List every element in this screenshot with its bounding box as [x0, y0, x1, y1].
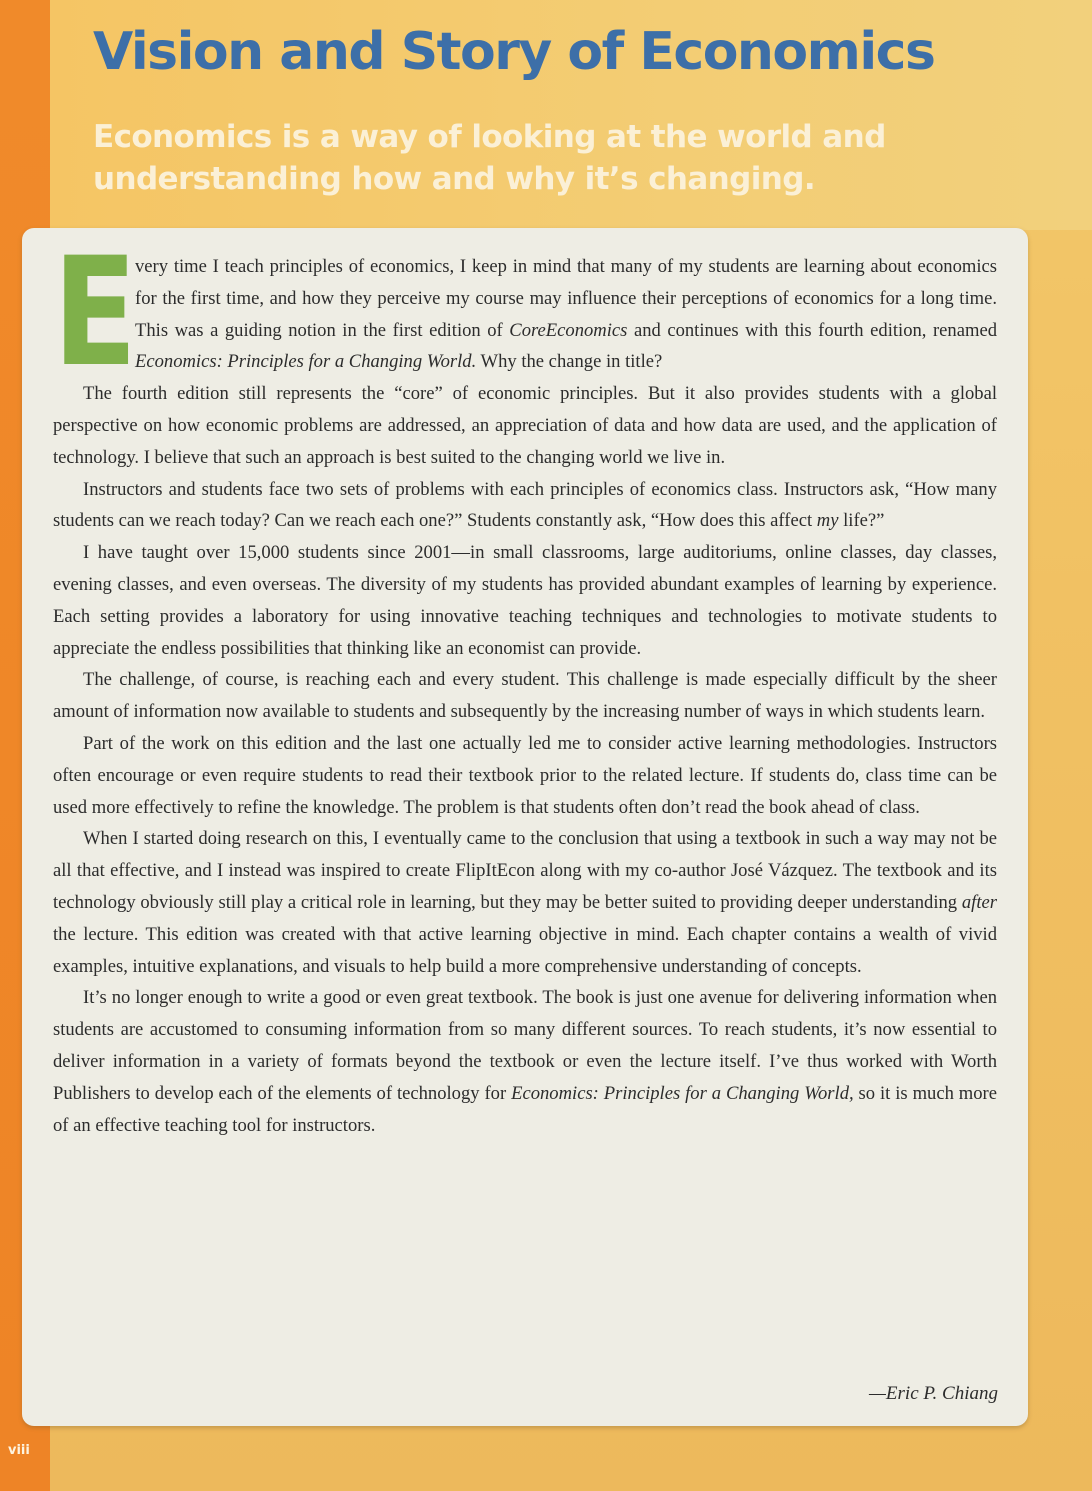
drop-cap	[53, 226, 138, 400]
text-card	[22, 228, 1028, 1426]
paragraph-8	[53, 982, 997, 1141]
paragraph-5: The challenge, of course, is reaching each and every student. This challenge is made especially difficult by the sheer amount of information now available to students and subsequently by the increasing number of ways in which students learn.	[53, 669, 997, 723]
paragraph-7-text-a: When I started doing research on this, I eventually came to the conclusion that using a textbook in such a way may not be all that effective, and I instead was inspired to create FlipItEcon along with my co-author José Vázquez. The textbook and its technology obviously still play a critical role in learning, but they may be better suited to providing deeper understanding	[53, 828, 997, 913]
paragraph-6: Part of the work on this edition and the last one actually led me to consider active learning methodologies. Instructors often encourage or even require students to read their textbook prior to the related lecture. If students do, class time can be used more effectively to refine the knowledge. The problem is that students often don’t read the book ahead of class.	[53, 732, 997, 818]
paragraph-8-text-a: It’s no longer enough to write a good or even great textbook. The book is just one avenue for delivering information when students are accustomed to consuming information from so many different sources. To reach students, it’s now essential to deliver information in a variety of formats beyond the textbook or even the lecture itself. I’ve thus worked with Worth Publishers to develop each of the elements of technology for	[53, 987, 997, 1104]
paragraph-3-text-a: Instructors and students face two sets of problems with each principles of economics class. Instructors ask, “How many students can we reach today? Can we reach each one?” Students constantly ask, “How does this affect	[53, 478, 997, 532]
author-signature: —Eric P. Chiang	[869, 1383, 998, 1404]
paragraph-1-italic-title-new: Economics: Principles for a Changing World.	[135, 351, 477, 373]
paragraph-1-italic-title-old: CoreEconomics	[509, 319, 628, 341]
paragraph-1-text-a: very time I teach principles of economics, I keep in mind that many of my students are learning about economics for the first time, and how they perceive my course may influence their perceptions of economics for a long time. This was a guiding notion in the first edition of	[135, 256, 997, 341]
paragraph-3-italic-my: my	[816, 510, 839, 532]
paragraph-8-italic-title: Economics: Principles for a Changing World,	[511, 1082, 854, 1104]
article-body	[53, 226, 997, 1141]
page-title: Vision and Story of Economics	[93, 22, 935, 82]
paragraph-8-text-c: so it is much more of an effective teaching tool for instructors.	[53, 1082, 997, 1136]
page-subtitle: Economics is a way of looking at the world and understanding how and why it’s changing.	[93, 119, 886, 197]
paragraph-7-text-c: the lecture. This edition was created with that active learning objective in mind. Each chapter contains a wealth of vivid examples, intuitive explanations, and visuals to help build a more comprehensive understanding of concepts.	[53, 923, 997, 977]
paragraph-7-italic-after: after	[961, 891, 997, 913]
paragraph-3	[53, 474, 997, 538]
paragraph-1	[53, 226, 997, 400]
paragraph-1-text-c: and continues with this fourth edition, renamed	[627, 319, 997, 341]
paragraph-3-text-c: life?”	[838, 510, 885, 532]
drop-cap-letter: E	[53, 226, 138, 400]
paragraph-4: I have taught over 15,000 students since 2001—in small classrooms, large auditoriums, online classes, day classes, evening classes, and even overseas. The diversity of my students has provided abundant examples of learning by experience. Each setting provides a laboratory for using innovative teaching techniques and technologies to motivate students to appreciate the endless possibilities that thinking like an economist can provide.	[53, 542, 997, 659]
page-number: viii	[8, 1443, 30, 1458]
paragraph-1-text-e: Why the change in title?	[476, 351, 663, 373]
paragraph-2: The fourth edition still represents the “core” of economic principles. But it also provides students with a global perspective on how economic problems are addressed, an appreciation of data and how data are used, and the application of technology. I believe that such an approach is best suited to the changing world we live in.	[53, 383, 997, 468]
paragraph-7	[53, 823, 997, 982]
